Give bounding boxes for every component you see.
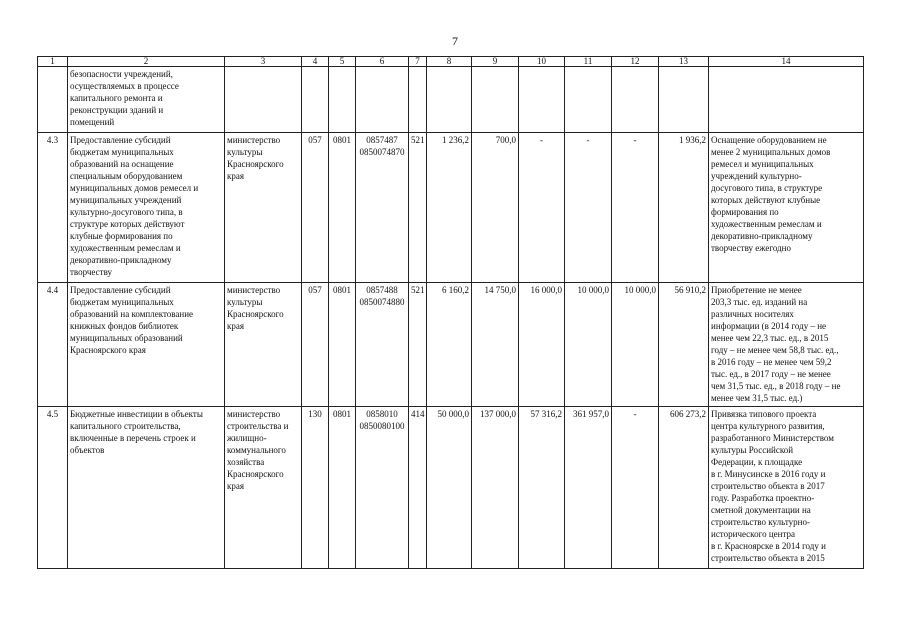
- amount-col9: 14 750,0: [472, 283, 519, 407]
- expected-result: Оснащение оборудованием не менее 2 муниципальных домов ремесел и муниципальных учреждений культурно- досугового типа, в структуре которых действуют клубные формирования по художественным ремеслам и декоративно-прикладному творчеству ежегодно: [709, 133, 864, 283]
- item-number: [38, 67, 68, 133]
- table-row: [38, 407, 864, 569]
- column-header: 13: [659, 57, 709, 67]
- amount-col9: 137 000,0: [472, 407, 519, 569]
- expense-type-code: 414: [409, 407, 427, 569]
- amount-col12: -: [612, 133, 659, 283]
- item-name: Бюджетные инвестиции в объекты капитального строительства, включенные в перечень строек и объектов: [68, 407, 225, 569]
- ministry-code: 057: [302, 283, 329, 407]
- table-row: [38, 67, 864, 133]
- column-header: 12: [612, 57, 659, 67]
- column-number-row: [38, 57, 864, 67]
- amount-col11: -: [565, 133, 612, 283]
- amount-total: [659, 67, 709, 133]
- amount-col9: [472, 67, 519, 133]
- section-code: [329, 67, 356, 133]
- responsible-org: министерство культуры Красноярского края: [225, 283, 302, 407]
- amount-total: 606 273,2: [659, 407, 709, 569]
- expense-type-code: 521: [409, 133, 427, 283]
- item-name: Предоставление субсидий бюджетам муниципальных образований на оснащение специальным оборудованием муниципальных домов ремесел и муниципальных учреждений культурно-досугового типа, в структуре которых действуют клубные формирования по художественным ремеслам и декоративно-прикладному творчеству: [68, 133, 225, 283]
- amount-col10: 16 000,0: [519, 283, 565, 407]
- amount-col12: -: [612, 407, 659, 569]
- item-name: Предоставление субсидий бюджетам муниципальных образований на комплектование книжных фондов библиотек муниципальных образований Красноярского края: [68, 283, 225, 407]
- amount-col8: 1 236,2: [427, 133, 472, 283]
- amount-col11: [565, 67, 612, 133]
- amount-col8: 6 160,2: [427, 283, 472, 407]
- amount-col12: [612, 67, 659, 133]
- section-code: 0801: [329, 283, 356, 407]
- column-header: 3: [225, 57, 302, 67]
- amount-col10: [519, 67, 565, 133]
- column-header: 4: [302, 57, 329, 67]
- responsible-org: министерство строительства и жилищно- коммунального хозяйства Красноярского края: [225, 407, 302, 569]
- section-code: 0801: [329, 407, 356, 569]
- column-header: 7: [409, 57, 427, 67]
- column-header: 14: [709, 57, 864, 67]
- amount-total: 1 936,2: [659, 133, 709, 283]
- ministry-code: 057: [302, 133, 329, 283]
- item-number: 4.4: [38, 283, 68, 407]
- column-header: 1: [38, 57, 68, 67]
- expected-result: Приобретение не менее 203,3 тыс. ед. изданий на различных носителях информации (в 2014 году – не менее чем 22,3 тыс. ед., в 2015 году – не менее чем 58,8 тыс. ед., в 2016 году – не менее чем 59,2 тыс. ед., в 2017 году – не менее чем 31,5 тыс. ед., в 2018 году – не менее чем 31,5 тыс. ед.): [709, 283, 864, 407]
- expense-type-code: 521: [409, 283, 427, 407]
- target-article-code: 0857488 0850074880: [356, 283, 409, 407]
- amount-col11: 10 000,0: [565, 283, 612, 407]
- item-number: 4.3: [38, 133, 68, 283]
- item-name: безопасности учреждений, осуществляемых в процессе капитального ремонта и реконструкции зданий и помещений: [68, 67, 225, 133]
- table-row: [38, 283, 864, 407]
- column-header: 8: [427, 57, 472, 67]
- expense-type-code: [409, 67, 427, 133]
- amount-col8: 50 000,0: [427, 407, 472, 569]
- column-header: 5: [329, 57, 356, 67]
- column-header: 6: [356, 57, 409, 67]
- item-number: 4.5: [38, 407, 68, 569]
- target-article-code: [356, 67, 409, 133]
- expected-result: Привязка типового проекта центра культурного развития, разработанного Министерством культуры Российской Федерации, к площадке в г. Минусинске в 2016 году и строительство объекта в 2017 году. Разработка проектно- сметной документации на строительство культурно- исторического центра в г. Красноярске в 2014 году и строительство объекта в 2015: [709, 407, 864, 569]
- target-article-code: 0857487 0850074870: [356, 133, 409, 283]
- program-activities-table: [37, 56, 864, 569]
- amount-col11: 361 957,0: [565, 407, 612, 569]
- column-header: 11: [565, 57, 612, 67]
- amount-col9: 700,0: [472, 133, 519, 283]
- page-number: 7: [452, 34, 458, 48]
- section-code: 0801: [329, 133, 356, 283]
- amount-col10: -: [519, 133, 565, 283]
- column-header: 2: [68, 57, 225, 67]
- amount-col12: 10 000,0: [612, 283, 659, 407]
- expected-result: [709, 67, 864, 133]
- amount-total: 56 910,2: [659, 283, 709, 407]
- amount-col8: [427, 67, 472, 133]
- responsible-org: [225, 67, 302, 133]
- ministry-code: 130: [302, 407, 329, 569]
- column-header: 9: [472, 57, 519, 67]
- ministry-code: [302, 67, 329, 133]
- column-header: 10: [519, 57, 565, 67]
- table-row: [38, 133, 864, 283]
- target-article-code: 0858010 0850080100: [356, 407, 409, 569]
- responsible-org: министерство культуры Красноярского края: [225, 133, 302, 283]
- amount-col10: 57 316,2: [519, 407, 565, 569]
